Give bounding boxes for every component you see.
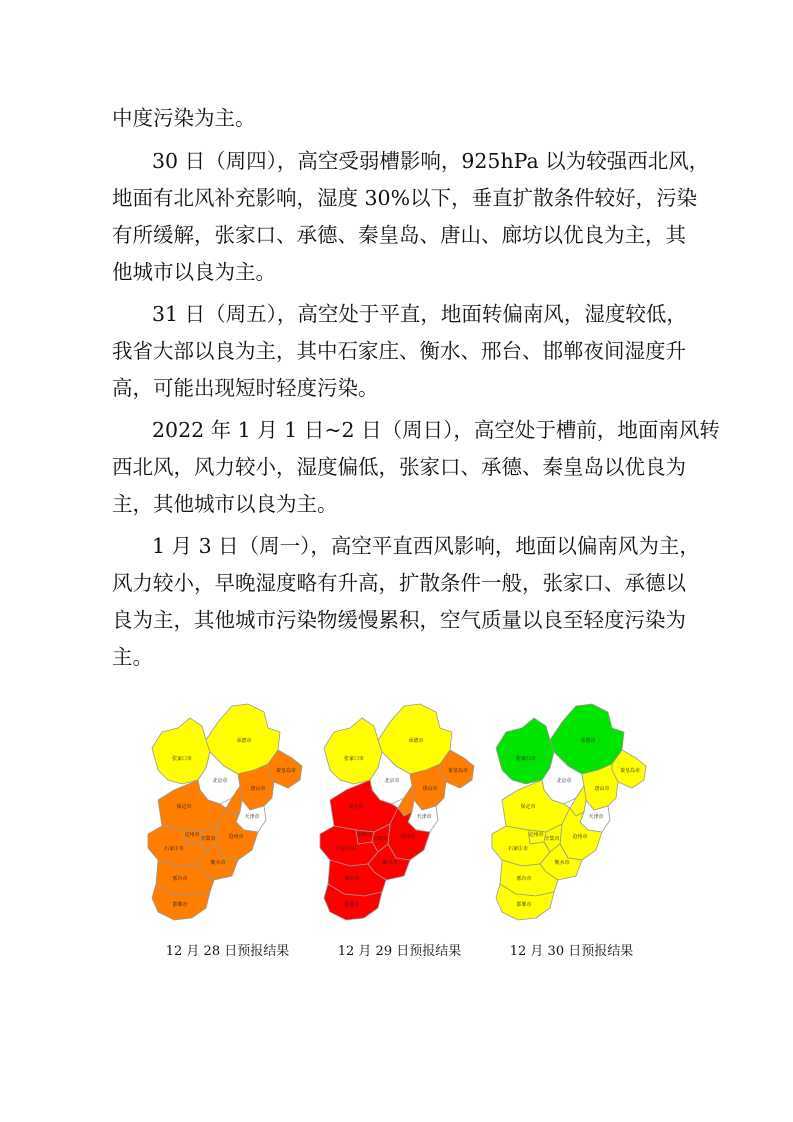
region-label-hengshui: 衡水市 — [382, 860, 398, 866]
paragraph-jan3 — [112, 528, 712, 676]
text-line: 风力较小，早晚湿度略有升高，扩散条件一般，张家口、承德以 — [112, 571, 686, 595]
text-line: 有所缓解，张家口、承德、秦皇岛、唐山、廊坊以优良为主，其 — [112, 223, 686, 247]
map-caption-dec29: 12 月 29 日预报结果 — [337, 944, 462, 959]
region-label-qinhuangdao: 秦皇岛市 — [447, 768, 469, 774]
region-label-chengde: 承德市 — [580, 738, 596, 744]
text-line: 西北风，风力较小，湿度偏低，张家口、承德、秦皇岛以优良为 — [112, 455, 686, 479]
region-label-xinji: 辛集市 — [372, 836, 388, 842]
text-line: 2022 年 1 月 1 日~2 日（周日），高空处于槽前，地面南风转 — [152, 418, 720, 442]
region-label-hengshui: 衡水市 — [210, 860, 226, 866]
region-label-handan: 邯郸市 — [344, 902, 360, 908]
region-label-dingzhou: 定州市 — [184, 832, 200, 838]
text-line: 良为主，其他城市污染物缓慢累积，空气质量以良至轻度污染为 — [112, 608, 686, 632]
region-label-zhangjiakou: 张家口市 — [343, 756, 365, 762]
region-label-handan: 邯郸市 — [516, 902, 532, 908]
region-label-cangzhou: 沧州市 — [572, 834, 588, 840]
region-label-tianjin: 天津市 — [416, 814, 432, 820]
paragraph-dec30 — [112, 143, 712, 291]
text-line: 31 日（周五），高空处于平直，地面转偏南风，湿度较低， — [152, 302, 687, 326]
region-label-zhangjiakou: 张家口市 — [171, 756, 193, 762]
text-line: 高，可能出现短时轻度污染。 — [112, 376, 379, 400]
region-zhangjiakou — [324, 718, 382, 784]
region-label-cangzhou: 沧州市 — [228, 834, 244, 840]
region-label-chengde: 承德市 — [408, 738, 424, 744]
region-label-xingtai: 邢台市 — [516, 876, 532, 882]
forecast-map-dec29 — [312, 700, 487, 925]
text-line: 主。 — [112, 645, 153, 669]
region-label-shijiazhuang: 石家庄市 — [163, 846, 185, 852]
region-label-shijiazhuang: 石家庄市 — [507, 846, 529, 852]
region-label-beijing: 北京市 — [212, 778, 228, 784]
region-label-xingtai: 邢台市 — [172, 876, 188, 882]
region-label-zhangjiakou: 张家口市 — [515, 756, 537, 762]
text-line: 中度污染为主。 — [112, 106, 256, 130]
map-caption-dec30: 12 月 30 日预报结果 — [509, 944, 634, 959]
text-line: 我省大部以良为主，其中石家庄、衡水、邢台、邯郸夜间湿度升 — [112, 339, 686, 363]
region-label-baoding: 保定市 — [520, 804, 536, 810]
region-label-shijiazhuang: 石家庄市 — [335, 846, 357, 852]
region-label-dingzhou: 定州市 — [528, 832, 544, 838]
region-label-qinhuangdao: 秦皇岛市 — [275, 768, 297, 774]
region-label-cangzhou: 沧州市 — [400, 834, 416, 840]
region-label-beijing: 北京市 — [556, 778, 572, 784]
text-line: 30 日（周四），高空受弱槽影响，925hPa 以为较强西北风， — [152, 149, 710, 173]
region-label-baoding: 保定市 — [348, 804, 364, 810]
text-line: 他城市以良为主。 — [112, 260, 276, 284]
region-label-tianjin: 天津市 — [244, 814, 260, 820]
region-label-dingzhou: 定州市 — [356, 832, 372, 838]
region-label-xinji: 辛集市 — [544, 836, 560, 842]
text-line: 地面有北风补充影响，湿度 30%以下，垂直扩散条件较好，污染 — [112, 186, 698, 210]
map-caption-dec28: 12 月 28 日预报结果 — [165, 944, 290, 959]
forecast-map-dec28 — [140, 700, 315, 925]
text-line: 主，其他城市以良为主。 — [112, 492, 338, 516]
text-line: 1 月 3 日（周一），高空平直西风影响，地面以偏南风为主， — [152, 534, 700, 558]
region-label-baoding: 保定市 — [176, 804, 192, 810]
region-zhangjiakou — [496, 718, 554, 784]
region-label-xinji: 辛集市 — [200, 836, 216, 842]
region-label-handan: 邯郸市 — [172, 902, 188, 908]
region-label-chengde: 承德市 — [236, 738, 252, 744]
region-label-tianjin: 天津市 — [588, 814, 604, 820]
paragraph-continuation — [112, 100, 712, 137]
forecast-map-dec30 — [484, 700, 659, 925]
region-label-tangshan: 唐山市 — [594, 786, 610, 792]
region-label-tangshan: 唐山市 — [422, 786, 438, 792]
paragraph-jan1-2 — [112, 412, 720, 523]
region-label-xingtai: 邢台市 — [344, 876, 360, 882]
paragraph-dec31 — [112, 296, 712, 407]
region-label-qinhuangdao: 秦皇岛市 — [619, 768, 641, 774]
region-zhangjiakou — [152, 718, 210, 784]
region-label-beijing: 北京市 — [384, 778, 400, 784]
region-label-tangshan: 唐山市 — [250, 786, 266, 792]
region-label-hengshui: 衡水市 — [554, 860, 570, 866]
